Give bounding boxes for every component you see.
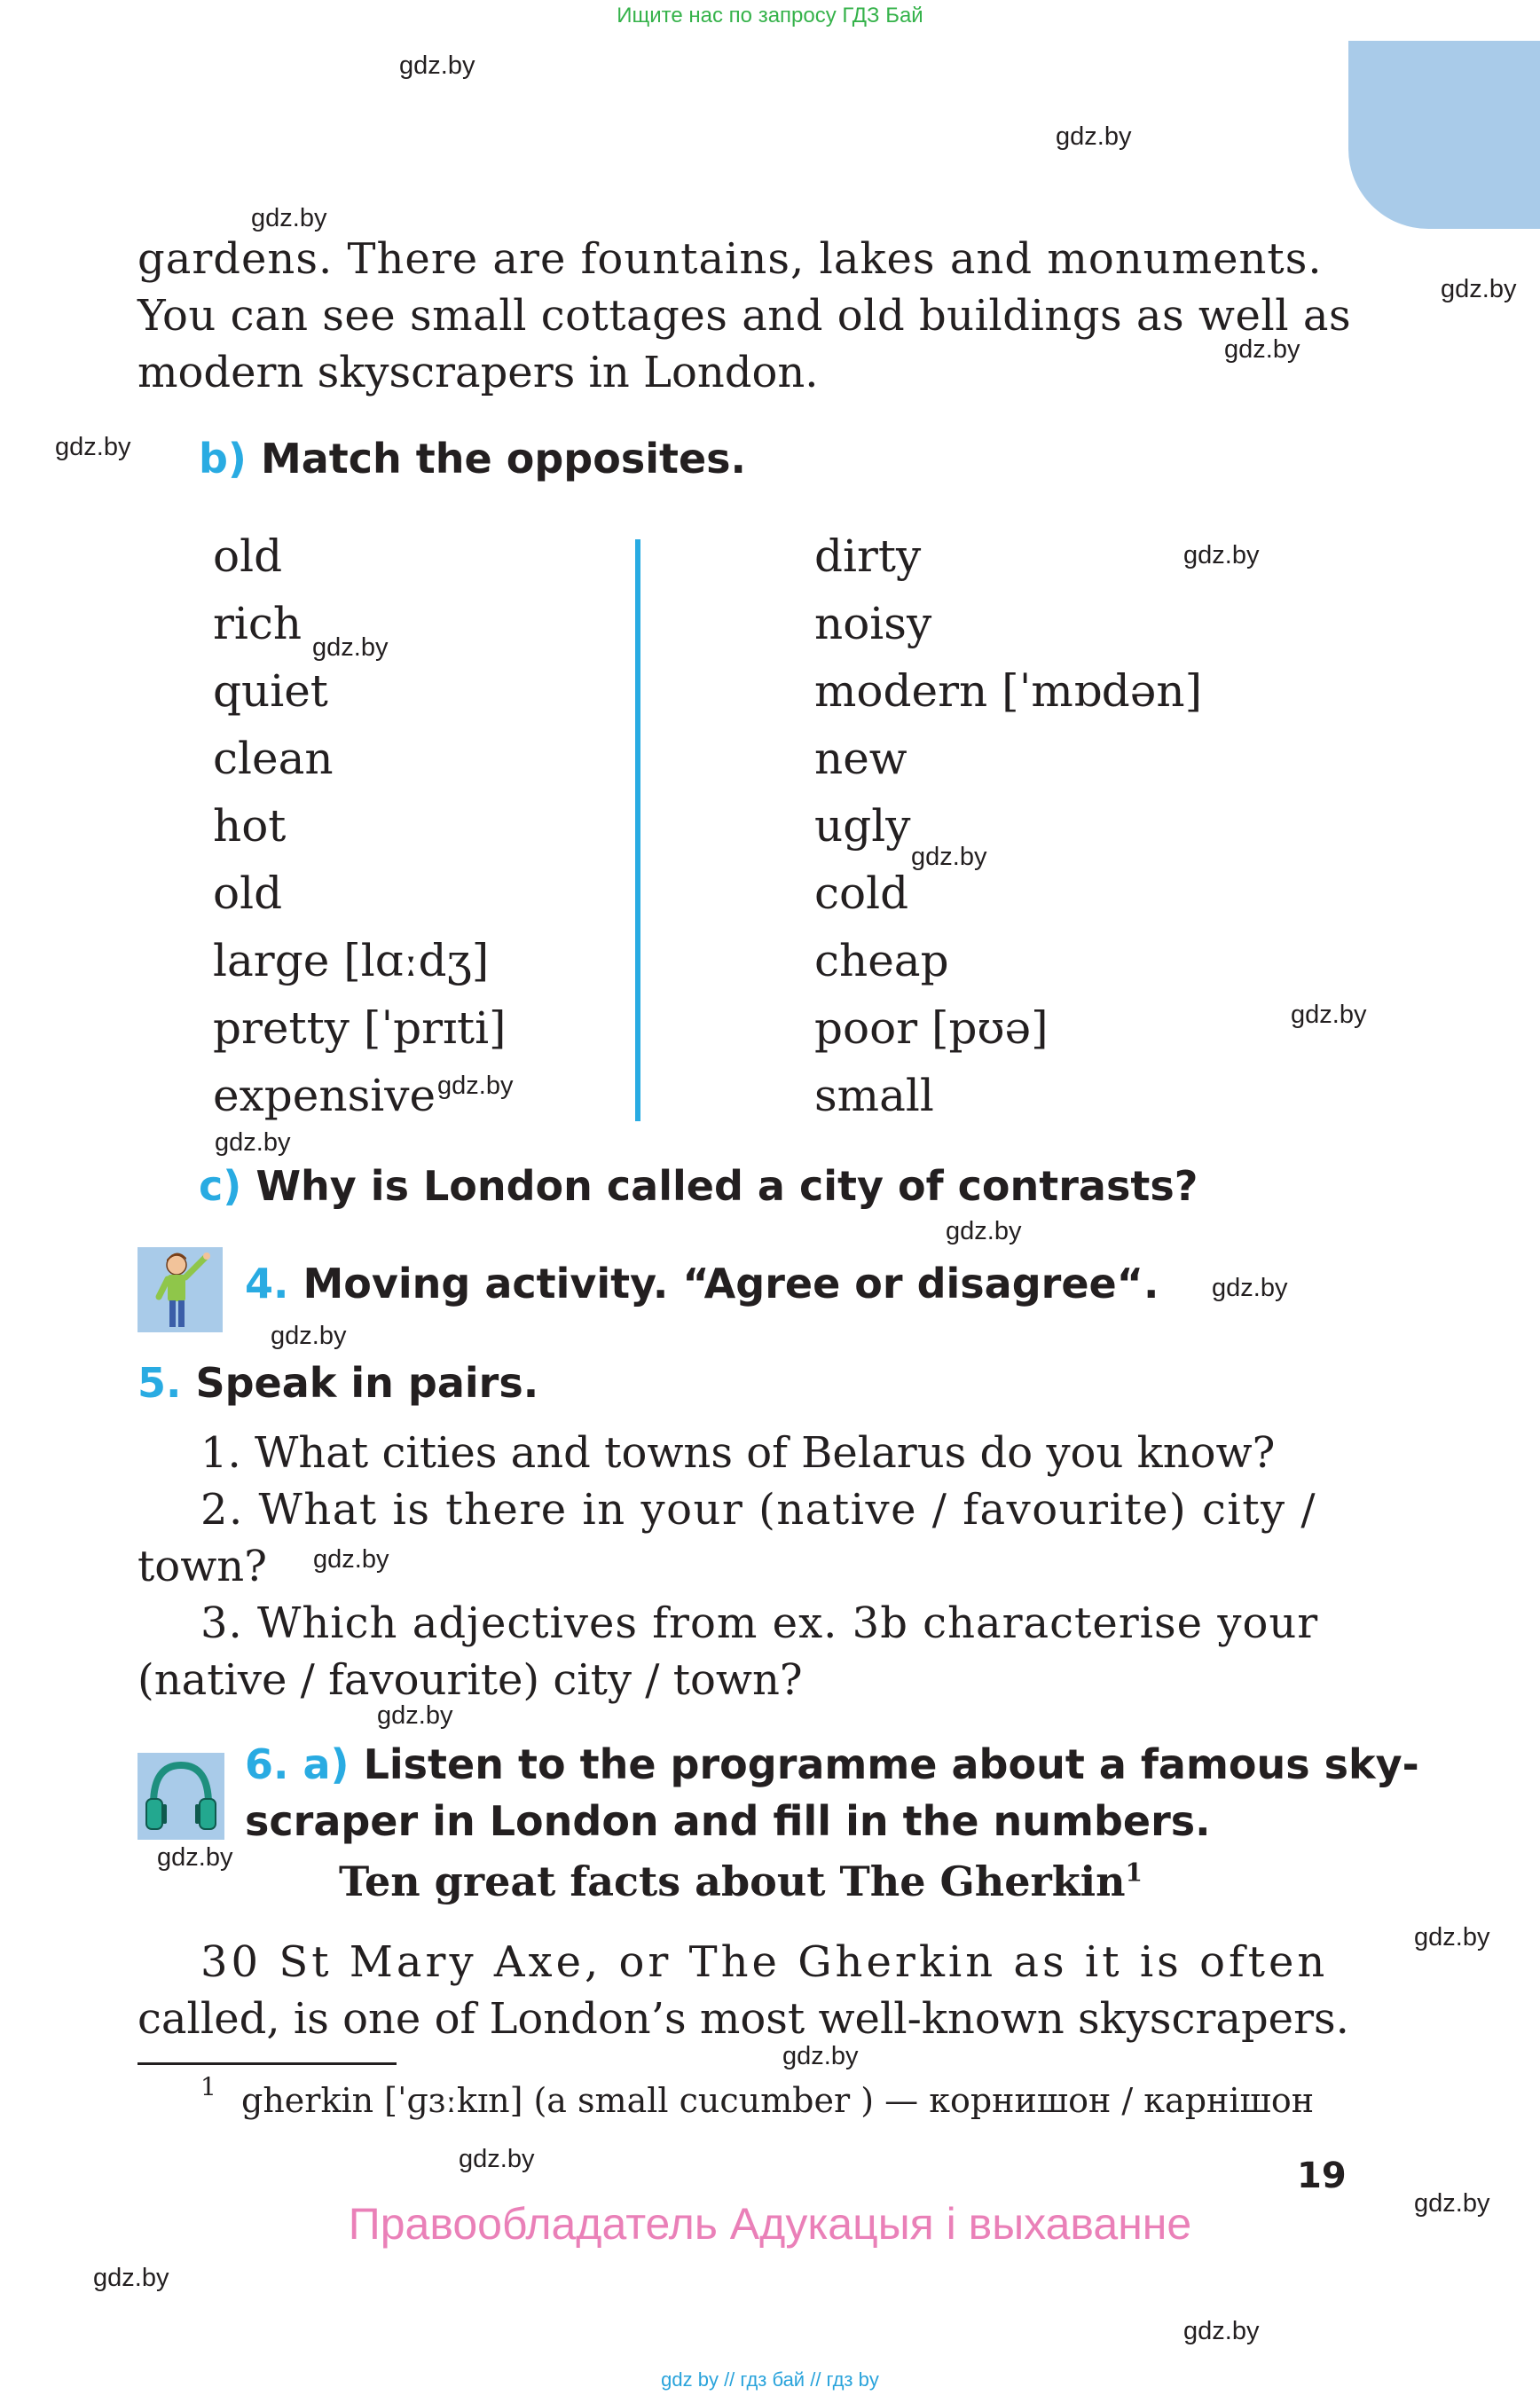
right-word: dirty [814, 530, 922, 582]
watermark: gdz.by [271, 1322, 347, 1350]
exercise-c-title: Why is London called a city of contrasts? [255, 1162, 1198, 1210]
exercise-c-marker: c) [199, 1162, 242, 1210]
article-line: called, is one of London’s most well-known skyscrapers. [138, 1994, 1349, 2044]
intro-line-3: modern skyscrapers in London. [138, 348, 819, 397]
watermark: gdz.by [399, 51, 475, 80]
left-word: old [213, 868, 283, 919]
watermark: gdz.by [782, 2042, 859, 2070]
exercise-6-title-line-2: scraper in London and fill in the numbers. [245, 1797, 1211, 1845]
exercise-5-line: town? [138, 1542, 267, 1591]
watermark: gdz.by [313, 1545, 389, 1574]
right-word: new [814, 733, 908, 784]
article-title-footnote-mark: 1 [1125, 1857, 1143, 1888]
exercise-6-marker: a) [302, 1740, 350, 1788]
exercise-5-number: 5. [138, 1359, 182, 1407]
watermark: gdz.by [911, 843, 987, 871]
page-number: 19 [1297, 2156, 1347, 2196]
watermark: gdz.by [1056, 122, 1132, 151]
page-corner-tab [1348, 41, 1540, 229]
exercise-c-heading [199, 1162, 1198, 1210]
watermark: gdz.by [55, 433, 131, 461]
exercise-5-line: 2. What is there in your (native / favourite) city / [200, 1485, 1317, 1535]
exercise-5-title: Speak in pairs. [195, 1359, 539, 1407]
footnote-mark: 1 [200, 2072, 216, 2101]
top-search-note[interactable]: Ищите нас по запросу ГДЗ Бай [617, 4, 923, 27]
watermark: gdz.by [377, 1701, 453, 1730]
footnote-rule [138, 2062, 397, 2065]
exercise-5-line: (native / favourite) city / town? [138, 1655, 803, 1705]
left-word: old [213, 530, 283, 582]
intro-line-1: gardens. There are fountains, lakes and monuments. [138, 234, 1323, 284]
exercise-5-line: 1. What cities and towns of Belarus do you know? [200, 1428, 1276, 1478]
article-line: 30 St Mary Axe, or The Gherkin as it is often [200, 1937, 1329, 1987]
exercise-5-line: 3. Which adjectives from ex. 3b characterise your [200, 1598, 1319, 1648]
right-word: cheap [814, 935, 949, 986]
watermark: gdz.by [157, 1843, 233, 1872]
watermark: gdz.by [1414, 2189, 1490, 2218]
exercise-b-marker: b) [199, 435, 247, 483]
right-word: noisy [814, 598, 932, 649]
watermark: gdz.by [1441, 275, 1517, 303]
watermark: gdz.by [251, 204, 327, 232]
watermark: gdz.by [215, 1128, 291, 1157]
left-word: hot [213, 800, 287, 852]
watermark: gdz.by [1212, 1274, 1288, 1302]
watermark: gdz.by [1224, 335, 1300, 364]
right-word: cold [814, 868, 909, 919]
exercise-b-title: Match the opposites. [260, 435, 747, 483]
watermark: gdz.by [946, 1217, 1022, 1245]
right-word: modern [ˈmɒdən] [814, 665, 1203, 717]
boy-waving-icon [138, 1247, 223, 1332]
exercise-b-heading [199, 435, 746, 483]
left-word: clean [213, 733, 334, 784]
article-title [138, 1857, 1344, 1905]
left-word: pretty [ˈprɪti] [213, 1002, 507, 1054]
exercise-6-number: 6. [245, 1740, 289, 1788]
article-title-text: Ten great facts about The Gherkin [339, 1857, 1126, 1905]
watermark: gdz.by [459, 2145, 535, 2173]
watermark: gdz.by [1291, 1001, 1367, 1029]
left-word: expensive [213, 1070, 436, 1121]
column-divider [635, 539, 640, 1121]
exercise-5-heading [138, 1359, 538, 1407]
exercise-6-heading [245, 1740, 1419, 1788]
intro-line-2: You can see small cottages and old buildings as well as [138, 291, 1352, 341]
left-word: large [lɑːdʒ] [213, 935, 490, 986]
bottom-links[interactable]: gdz by // гдз бай // гдз by [661, 2368, 879, 2391]
left-word: rich [213, 598, 302, 649]
watermark: gdz.by [437, 1072, 514, 1100]
copyright-notice: Правообладатель Адукацыя і выхаванне [348, 2199, 1192, 2249]
right-word: poor [pʊə] [814, 1002, 1049, 1054]
right-word: ugly [814, 800, 911, 852]
watermark: gdz.by [93, 2264, 169, 2292]
watermark: gdz.by [312, 633, 389, 662]
watermark: gdz.by [1414, 1923, 1490, 1951]
left-word: quiet [213, 665, 328, 717]
exercise-4-number: 4. [245, 1260, 289, 1308]
exercise-4-title: Moving activity. “Agree or disagree“. [302, 1260, 1159, 1308]
exercise-6-title-line-1: Listen to the programme about a famous sky- [363, 1740, 1419, 1788]
footnote-text: gherkin [ˈɡɜːkɪn] (a small cucumber ) — корнишон / карнішон [241, 2081, 1315, 2120]
right-word: small [814, 1070, 934, 1121]
headphones-icon [138, 1753, 224, 1840]
exercise-4-heading [245, 1260, 1159, 1308]
watermark: gdz.by [1183, 541, 1260, 569]
watermark: gdz.by [1183, 2317, 1260, 2345]
